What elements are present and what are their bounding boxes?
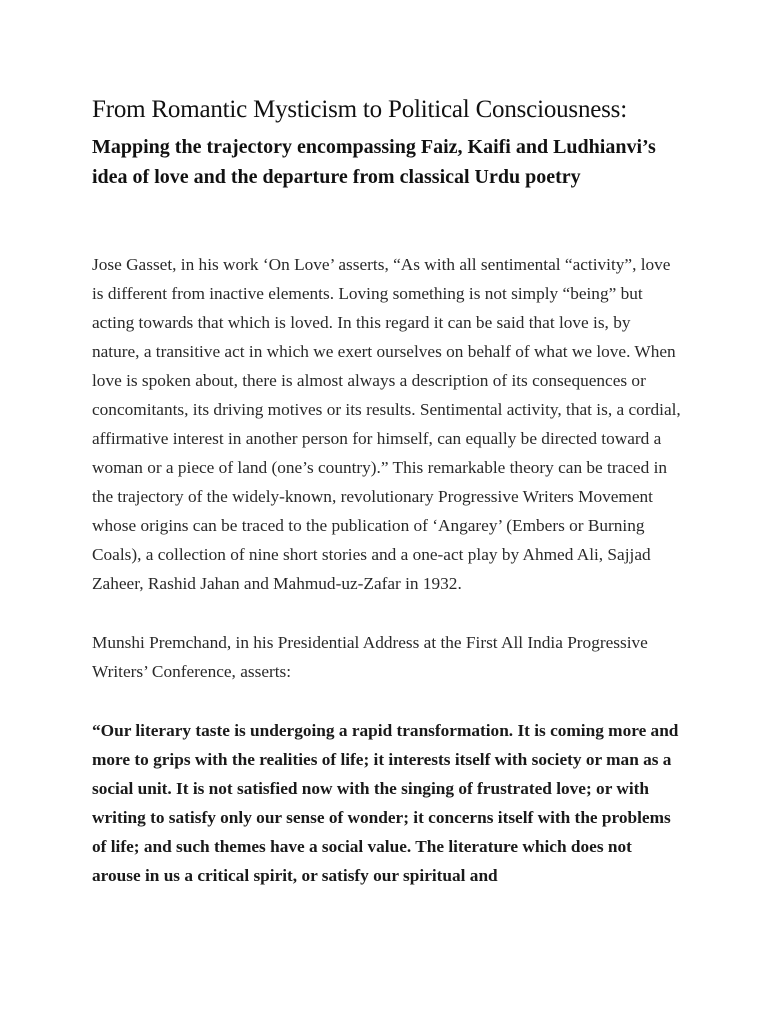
paragraph-premchand-intro: Munshi Premchand, in his Presidential Address at the First All India Progressive Writers’ Conference, asserts:: [92, 633, 648, 681]
article-subtitle: Mapping the trajectory encompassing Faiz, Kaifi and Ludhianvi’s idea of love and the departure from classical Urdu poetry: [92, 136, 656, 188]
block-quote-premchand: “Our literary taste is undergoing a rapid transformation. It is coming more and more to grips with the realities of life; it interests itself with society or man as a social unit. It is not satisfied now with the singing of frustrated love; or with writing to satisfy only our sense of wonder; it concerns itself with the problems of life; and such themes have a social value. The literature which does not arouse in us a critical spirit, or satisfy our spiritual and: [92, 721, 679, 885]
article-title: From Romantic Mysticism to Political Consciousness:: [92, 96, 627, 123]
article-body: [92, 250, 682, 890]
paragraph-gasset: Jose Gasset, in his work ‘On Love’ asserts, “As with all sentimental “activity”, love is different from inactive elements. Loving something is not simply “being” but acting towards that which is loved. In this regard it can be said that love is, by nature, a transitive act in which we exert ourselves on behalf of what we love. When love is spoken about, there is almost always a description of its consequences or concomitants, its driving motives or its results. Sentimental activity, that is, a cordial, affirmative interest in another person for himself, can equally be directed toward a woman or a piece of land (one’s country).” This remarkable theory can be traced in the trajectory of the widely-known, revolutionary Progressive Writers Movement whose origins can be traced to the publication of ‘Angarey’ (Embers or Burning Coals), a collection of nine short stories and a one-act play by Ahmed Ali, Sajjad Zaheer, Rashid Jahan and Mahmud-uz-Zafar in 1932.: [92, 255, 681, 593]
document-page: [92, 94, 682, 920]
